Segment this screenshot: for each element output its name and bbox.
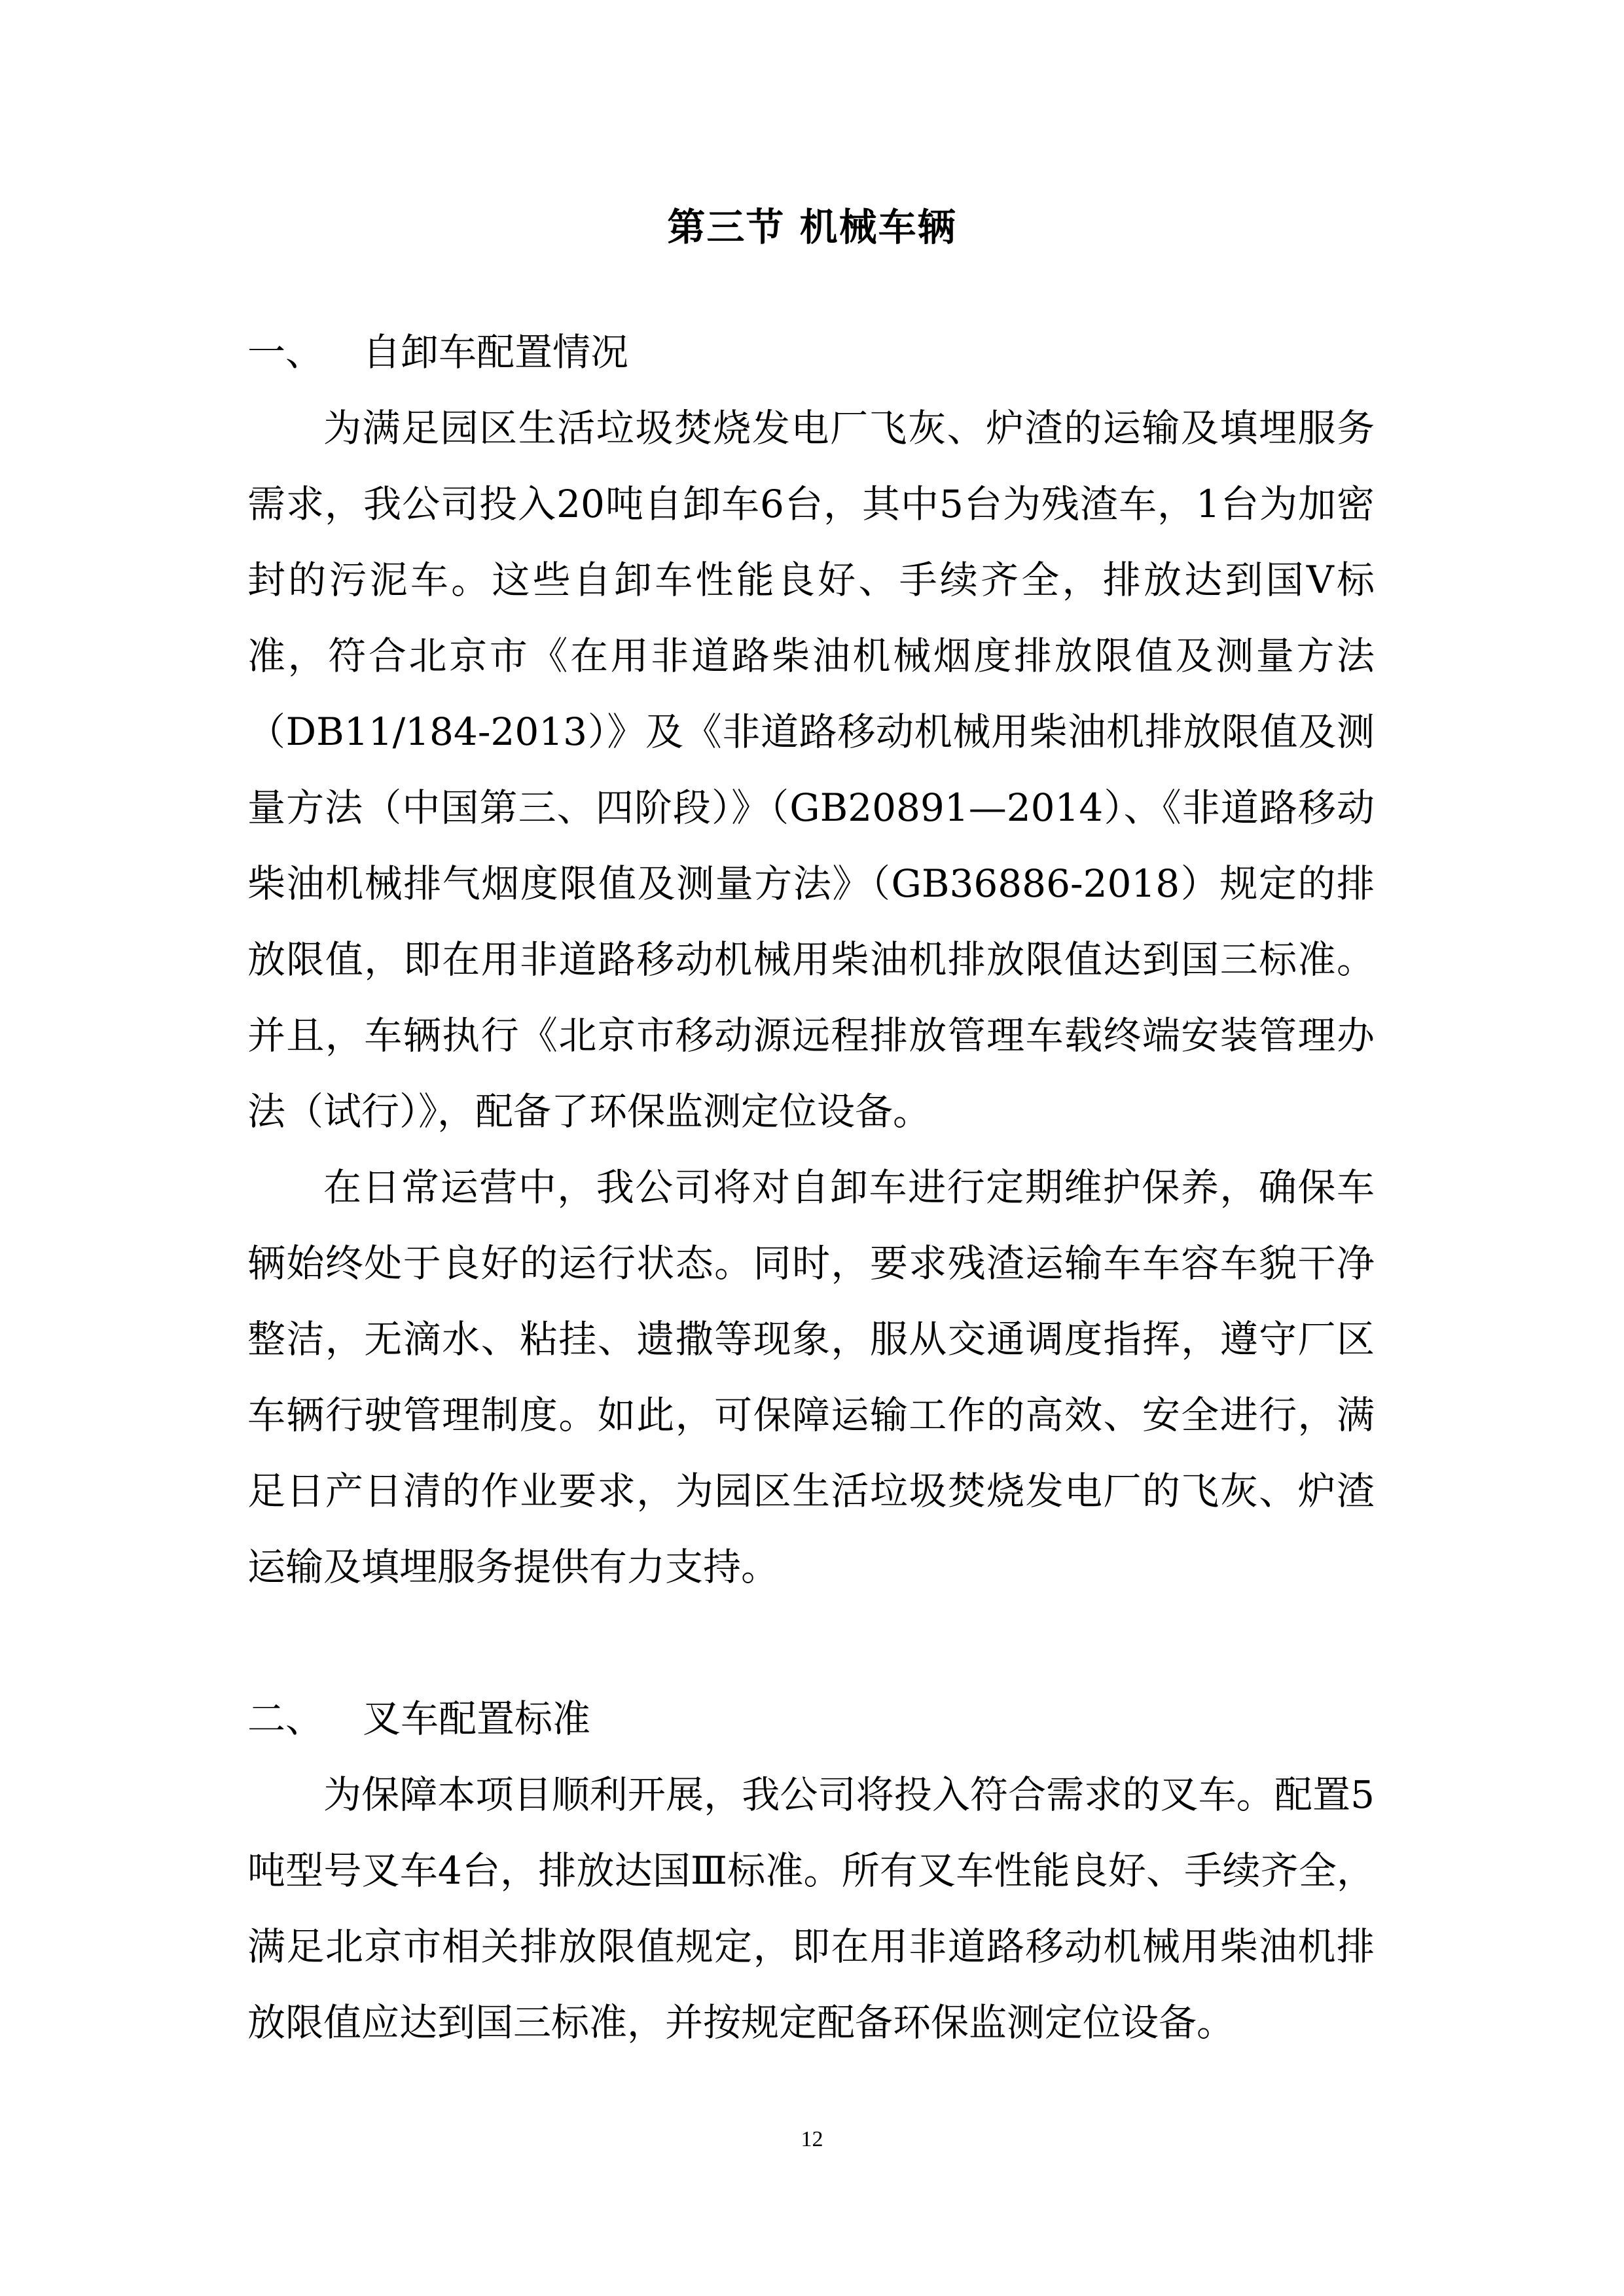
section-heading-text-1: 自卸车配置情况 [363,330,629,374]
section-heading-2 [247,1681,1375,1757]
section-spacer [247,1605,1375,1681]
paragraph-2-1: 为保障本项目顺利开展，我公司将投入符合需求的叉车。配置5吨型号叉车4台，排放达国Ⅲ标准。所有叉车性能良好、手续齐全，满足北京市相关排放限值规定，即在用非道路移动机械用柴油机排放限值应达到国三标准，并按规定配备环保监测定位设备。 [247,1772,1375,2045]
paragraph-1-1: 为满足园区生活垃圾焚烧发电厂飞灰、炉渣的运输及填埋服务需求，我公司投入20吨自卸车6台，其中5台为残渣车，1台为加密封的污泥车。这些自卸车性能良好、手续齐全，排放达到国Ⅴ标准，符合北京市《在用非道路柴油机械烟度排放限值及测量方法（DB11/184-2013）》及《非道路移动机械用柴油机排放限值及测量方法（中国第三、四阶段）》（GB20891—2014）、《非道路移动柴油机械排气烟度限值及测量方法》（GB36886-2018）规定的排放限值，即在用非道路移动机械用柴油机排放限值达到国三标准。并且，车辆执行《北京市移动源远程排放管理车载终端安装管理办法（试行）》，配备了环保监测定位设备。 [247,406,1375,1134]
section-title: 第三节 机械车辆 [667,205,957,249]
section-heading-1 [247,314,1375,390]
document-body [247,314,1375,2060]
section-number-2: 二、 [247,1696,324,1741]
section-number-1: 一、 [247,330,324,374]
paragraph-1-2: 在日常运营中，我公司将对自卸车进行定期维护保养，确保车辆始终处于良好的运行状态。同时，要求残渣运输车车容车貌干净整洁，无滴水、粘挂、遗撒等现象，服从交通调度指挥，遵守厂区车辆行驶管理制度。如此，可保障运输工作的高效、安全进行，满足日产日清的作业要求，为园区生活垃圾焚烧发电厂的飞灰、炉渣运输及填埋服务提供有力支持。 [247,1165,1375,1589]
section-heading-text-2: 叉车配置标准 [363,1696,591,1741]
page-number: 12 [801,2127,823,2151]
